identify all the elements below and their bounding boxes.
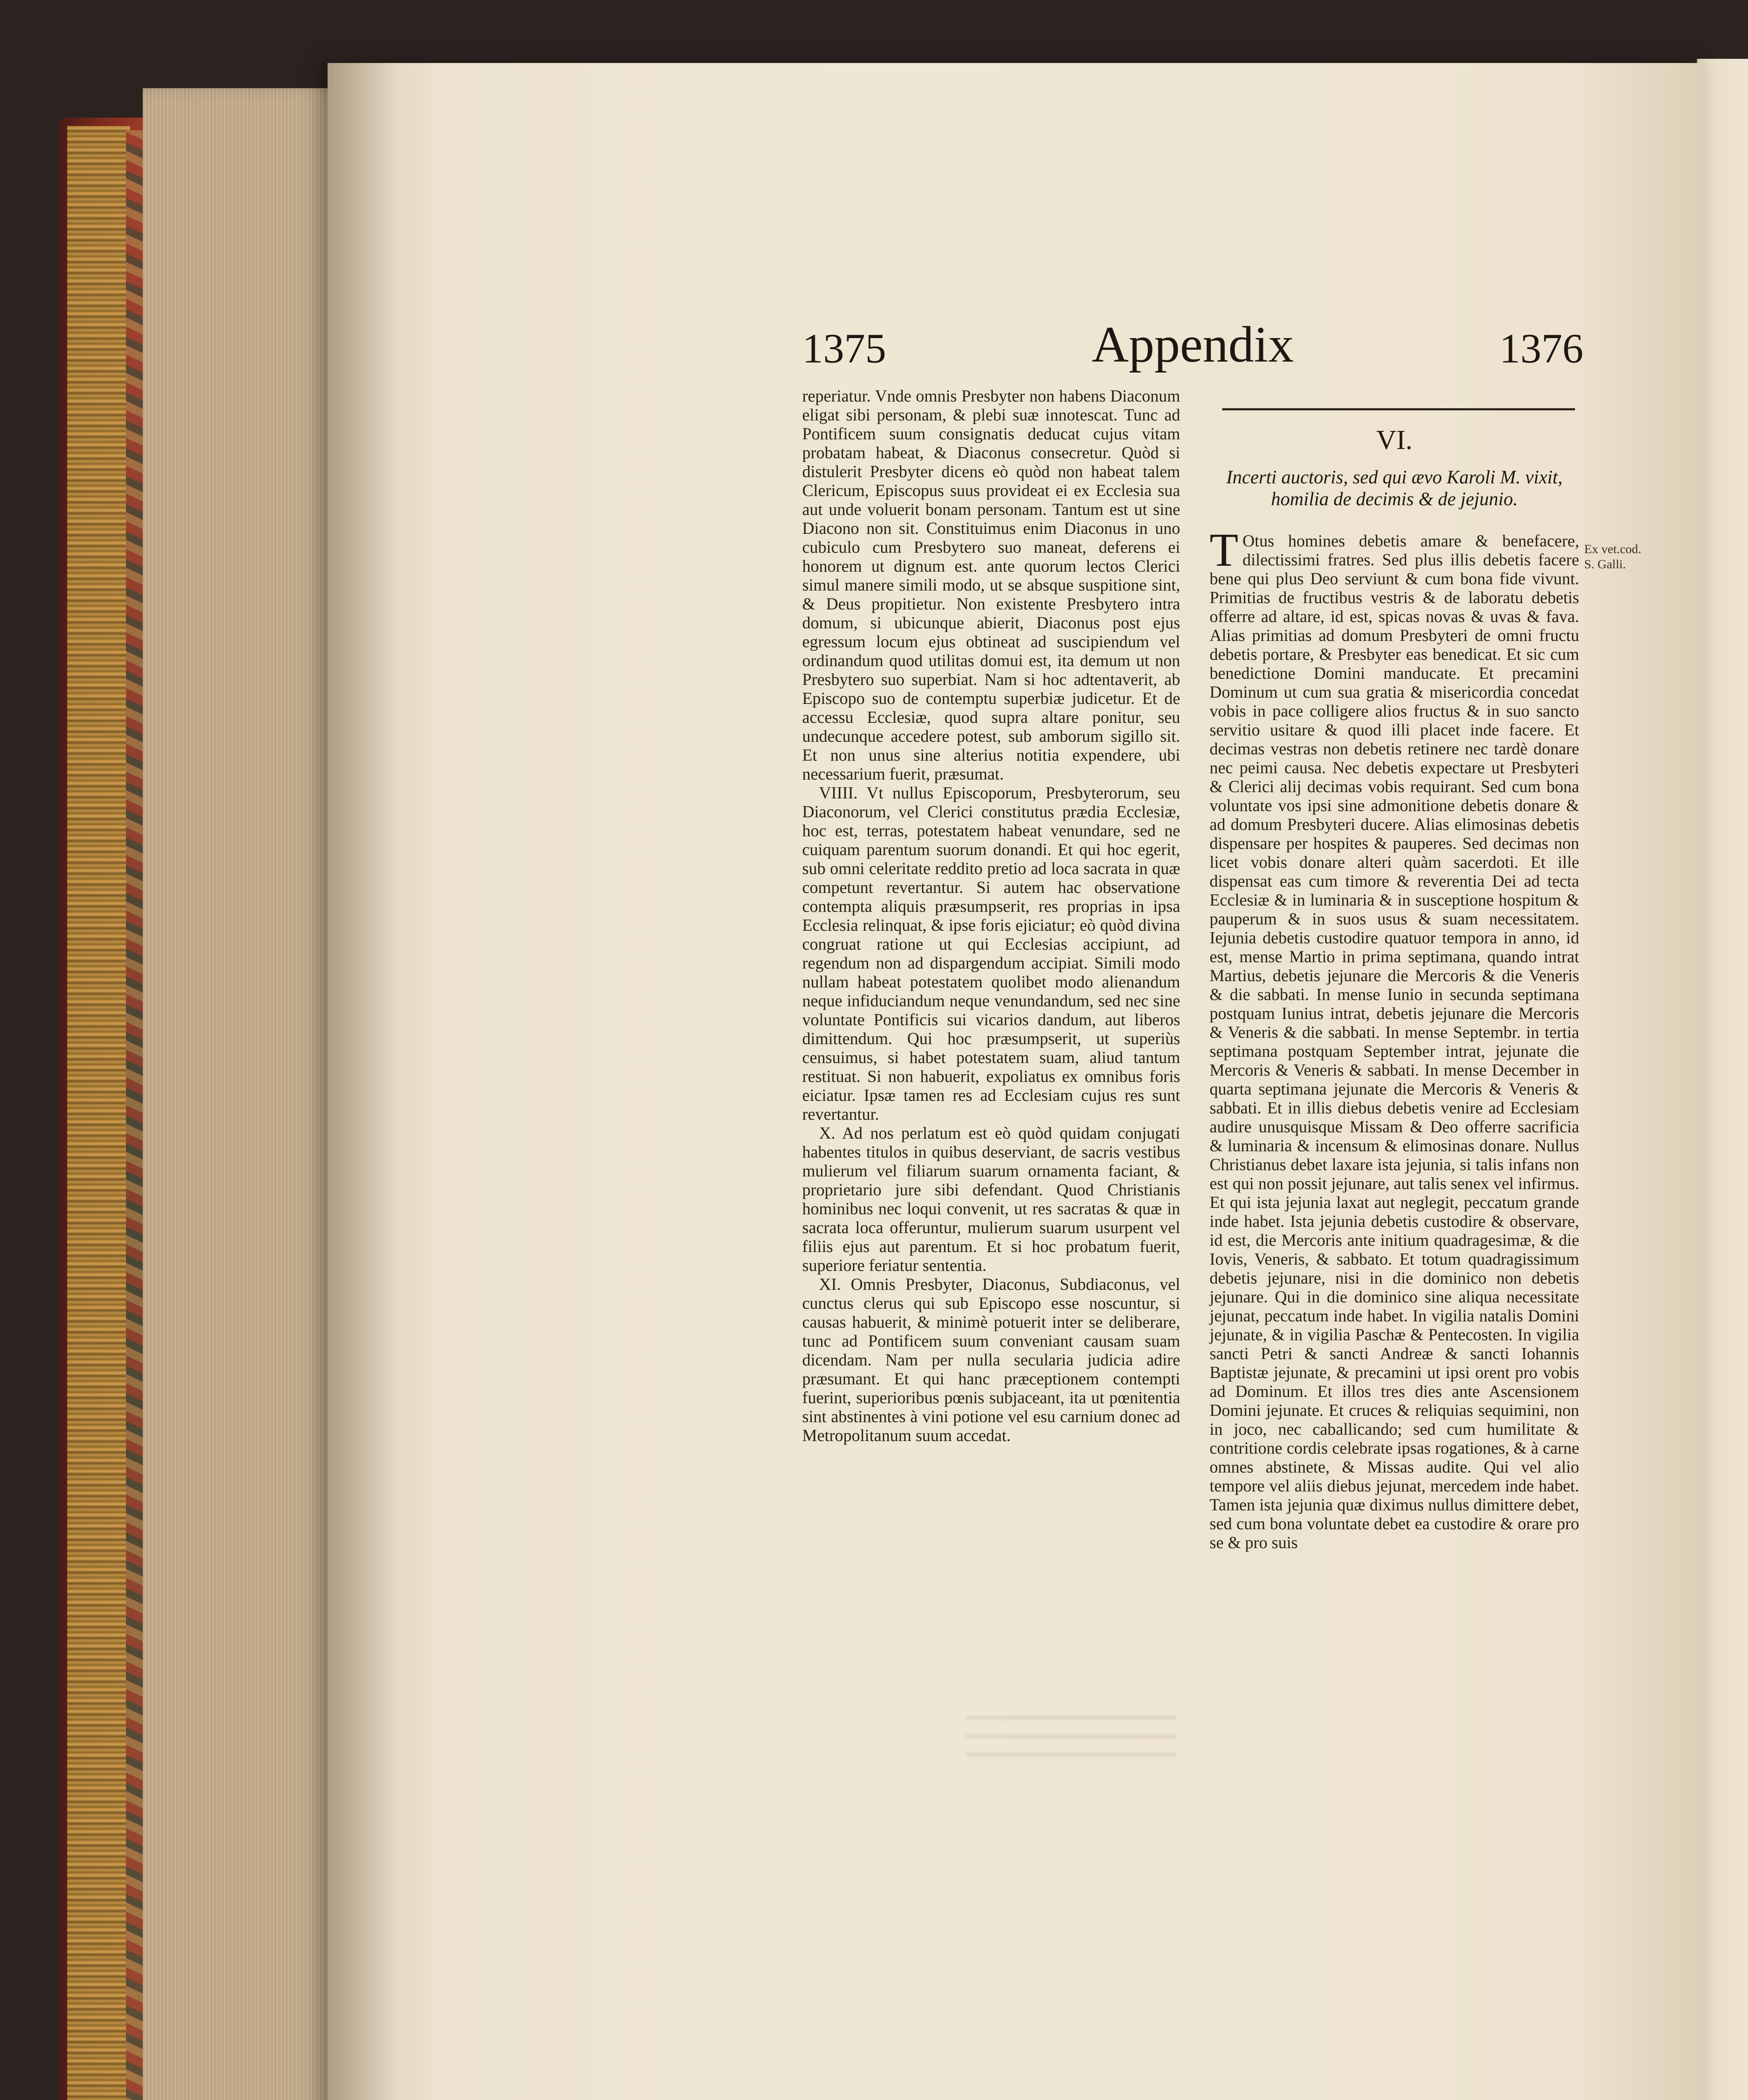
ink-offset bbox=[966, 1716, 1176, 1766]
page-number-right: 1376 bbox=[1499, 325, 1583, 372]
section-subheading: Incerti auctoris, sed qui ævo Karoli M. vixit, homilia de decimis & de jejunio. bbox=[1226, 467, 1563, 509]
homily-body: Otus homines debetis amare & benefacere, dilectissimi fratres. Sed plus illis debetis facere bene qui plus Deo serviunt & cum bona fide vivunt. Primitias de fructibus vestris & de laboratu debetis offerre ad altare, id est, spicas novas & uvas & fava. Alias primitias ad domum Presbyteri de omni fructu debetis portare, & Presbyter eas benedicat. Et sic cum benedictione Domini manducate. Et precamini Dominum ut cum sua gratia & misericordia concedat vobis in pace colligere alios fructus & in suo sancto servitio usitare & quod illi placet inde facere. Et decimas vestras non debetis retinere nec tardè donare nec peimi causa. Nec debetis expectare ut Presbyteri & Clerici alij decimas vobis requirant. Sed cum bona voluntate vos ipsi sine admonitione debetis donare & ad domum Presbyteri ducere. Alias elimosinas debetis dispensare per hospites & pauperes. Sed decimas non licet vobis donare alteri quàm sacerdoti. Et ille dispensat eas cum timore & reverentia Dei ad tecta Ecclesiæ & in luminaria & in susceptione hospitum & pauperum & in suos usus & suam necessitatem. Iejunia debetis custodire quatuor tempora in anno, id est, mense Martio in prima septimana, quando intrat Martius, debetis jejunare die Mercoris & die Veneris & die sabbati. In mense Iunio in secunda septimana postquam Iunius intrat, debetis jejunare die Mercoris & Veneris & die sabbati. In mense Septembr. in tertia septimana postquam September intrat, jejunate die Mercoris & Veneris & sabbati. In mense December in quarta septimana jejunate die Mercoris & Veneris & sabbati. Et in illis diebus debetis venire ad Ecclesiam audire unusquisque Missam & Deo offerre sacrificia & luminaria & incensum & elimosinas donare. Nullus Christianus debet laxare ista jejunia, si talis infans non est qui non possit jejunare, aut talis senex vel infirmus. Et qui ista jejunia laxat aut neglegit, peccatum grande inde habet. Ista jejunia debetis custodire & observare, id est, die Mercoris ante initium quadragesimæ, & die Iovis, Veneris, & sabbato. Et totum quadragissimum debetis jejunare, nisi in die dominico non debetis jejunare. Qui in die dominico sine aliqua necessitate jejunat, peccatum inde habet. In vigilia natalis Domini jejunate, & in vigilia Paschæ & Pentecosten. In vigilia sancti Petri & sancti Andreæ & sancti Iohannis Baptistæ jejunate, & precamini ut ipsi orent pro vobis ad Dominum. Et illos tres dies ante Ascensionem Domini jejunate. Et cruces & reliquias sequimini, non in joco, nec caballicando; sed cum humilitate & contritione cordis celebrate ipsas rogationes, & à carne omnes abstinete, & Missas audite. Qui vel alio tempore vel aliis diebus jejunat, mercedem inde habet. Tamen ista jejunia quæ diximus nullus dimittere debet, sed cum bona voluntate debet ea custodire & orare pro se & pro suis bbox=[1210, 531, 1579, 1552]
page-number-left: 1375 bbox=[802, 325, 886, 372]
section-rule bbox=[1222, 408, 1575, 410]
paragraph: X. Ad nos perlatum est eò quòd quidam conjugati habentes titulos in quibus deserviant, de sacris vestibus mulierum vel filiarum suarum ornamenta faciant, & proprietario jure sibi defendant. Quod Christianis hominibus nec loqui convenit, ut res sacratas & quæ in sacrata loca offeruntur, mulierum suarum usurpent vel filiis ejus aut parentum. Et si hoc probatum fuerit, superiore feriatur sententia. bbox=[802, 1124, 1180, 1275]
left-column bbox=[802, 386, 1180, 1705]
paragraph: VIIII. Vt nullus Episcoporum, Presbyterorum, seu Diaconorum, vel Clerici constitutus prædia Ecclesiæ, hoc est, terras, potestatem habeat venundare, sed ne cuiquam parentum suorum donandi. Et qui hoc egerit, sub omni celeritate reddito pretio ad loca sacrata in quæ competunt revertantur. Si autem hac observatione contempta aliquis præsumpserit, res proprias in ipsa Ecclesia relinquat, & ipse foris ejiciatur; eò quòd divina congruat ratione ut qui Ecclesias accipiunt, ad regendum non ad dispargendum accipiat. Simili modo nullam habeat potestatem quolibet modo alienandum neque infiduciandum neque venundandum, sed nec sine voluntate Pontificis sui vicarios dandum, aut liberos dimittendum. Qui hoc præsumpserit, ut superiùs censuimus, si habet potestatem suam, aliud tantum restituat. Si non habuerit, expoliatus ex omnibus foris eiciatur. Ipsæ tamen res ad Ecclesiam cujus res sunt revertantur. bbox=[802, 783, 1180, 1124]
gilt-border bbox=[67, 126, 130, 2100]
page-edges bbox=[143, 88, 353, 2100]
marginal-note: Ex vet.cod. S. Galli. bbox=[1584, 542, 1641, 571]
paragraph: reperiatur. Vnde omnis Presbyter non habens Diaconum eligat sibi personam, & plebi suæ innotescat. Tunc ad Pontificem suum consignatis deducat cujus vitam probatam habeat, & Diaconus consecretur. Quòd si distulerit Presbyter dicens eò quòd non habeat talem Clericum, Episcopus suus provideat ei ex Ecclesia sua aut unde voluerit bonam personam. Tantum est ut sine Diacono non sit. Constituimus enim Diaconus in uno cubiculo cum Presbytero suo maneat, deferens ei honorem ut dignum est. ante quorum lectos Clerici simul manere simili modo, ut se absque suspitione sint, & Deus propitietur. Non existente Presbytero intra domum, si ubicunque abierit, Diaconus post ejus egressum locum ejus obtineat ad suscipiendum vel ordinandum quod utilitas domui est, ita demum ut non Presbytero suo superbiat. Nam si hoc adtentaverit, ab Episcopo suo de contemptu superbiæ judicetur. Et de accessu Ecclesiæ, quod supra altare ponitur, seu undecunque accedere potest, sub amborum sigillo sit. Et non unus sine alterius notitia expendere, ubi necessarium fuerit, præsumat. bbox=[802, 386, 1180, 783]
paragraph: XI. Omnis Presbyter, Diaconus, Subdiaconus, vel cunctus clerus qui sub Episcopo esse noscuntur, si causas habuerit, & minimè potuerit inter se deliberare, tunc ad Pontificem suum conveniant causam suam dicendam. Nam per nulla secularia judicia adire præsumant. Et qui hanc præceptionem contempti fuerint, superioribus pœnis subjaceant, ita ut pœnitentia sint abstinentes à vini potione vel esu carnium donec ad Metropolitanum suum accedat. bbox=[802, 1275, 1180, 1445]
drop-cap: T bbox=[1210, 524, 1239, 576]
running-title: Appendix bbox=[1092, 316, 1294, 373]
homily-text bbox=[1210, 524, 1579, 1552]
right-column bbox=[1210, 524, 1579, 1814]
section-number: VI. bbox=[1376, 425, 1413, 455]
running-header bbox=[802, 316, 1583, 382]
gutter-shadow bbox=[328, 63, 395, 2100]
